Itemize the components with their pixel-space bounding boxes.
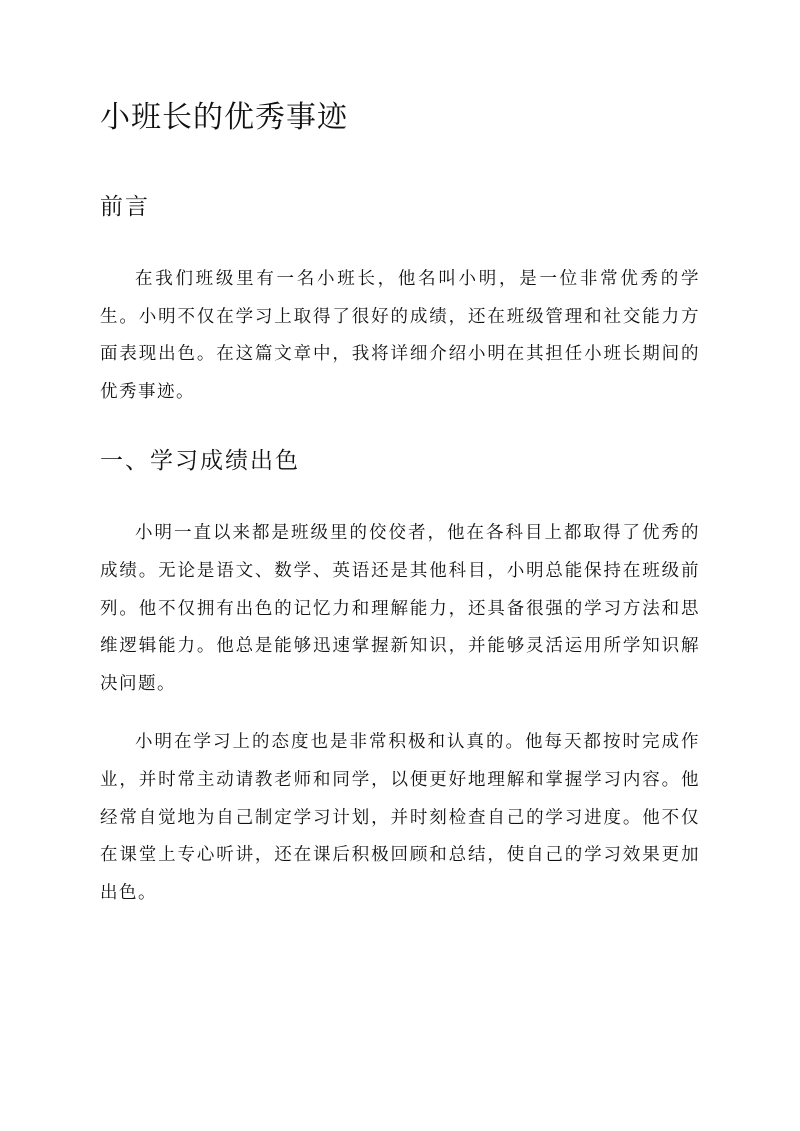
section-heading-academic: 一、学习成绩出色 [100,448,300,475]
paragraph-preface-1: 在我们班级里有一名小班长，他名叫小明，是一位非常优秀的学生。小明不仅在学习上取得了很好的成绩，还在班级管理和社交能力方面表现出色。在这篇文章中，我将详细介绍小明在其担任小班长期间的优秀事迹。 [100,269,700,402]
paragraph-academic-1: 小明一直以来都是班级里的佼佼者，他在各科目上都取得了优秀的成绩。无论是语文、数学、英语还是其他科目，小明总能保持在班级前列。他不仅拥有出色的记忆力和理解能力，还具备很强的学习方法和思维逻辑能力。他总是能够迅速掌握新知识，并能够灵活运用所学知识解决问题。 [100,523,700,694]
paragraph-academic-2: 小明在学习上的态度也是非常积极和认真的。他每天都按时完成作业，并时常主动请教老师和同学，以便更好地理解和掌握学习内容。他经常自觉地为自己制定学习计划，并时刻检查自己的学习进度。他不仅在课堂上专心听讲，还在课后积极回顾和总结，使自己的学习效果更加出色。 [100,732,700,903]
section-heading-preface: 前言 [100,194,150,220]
document-title: 小班长的优秀事迹 [100,100,348,135]
